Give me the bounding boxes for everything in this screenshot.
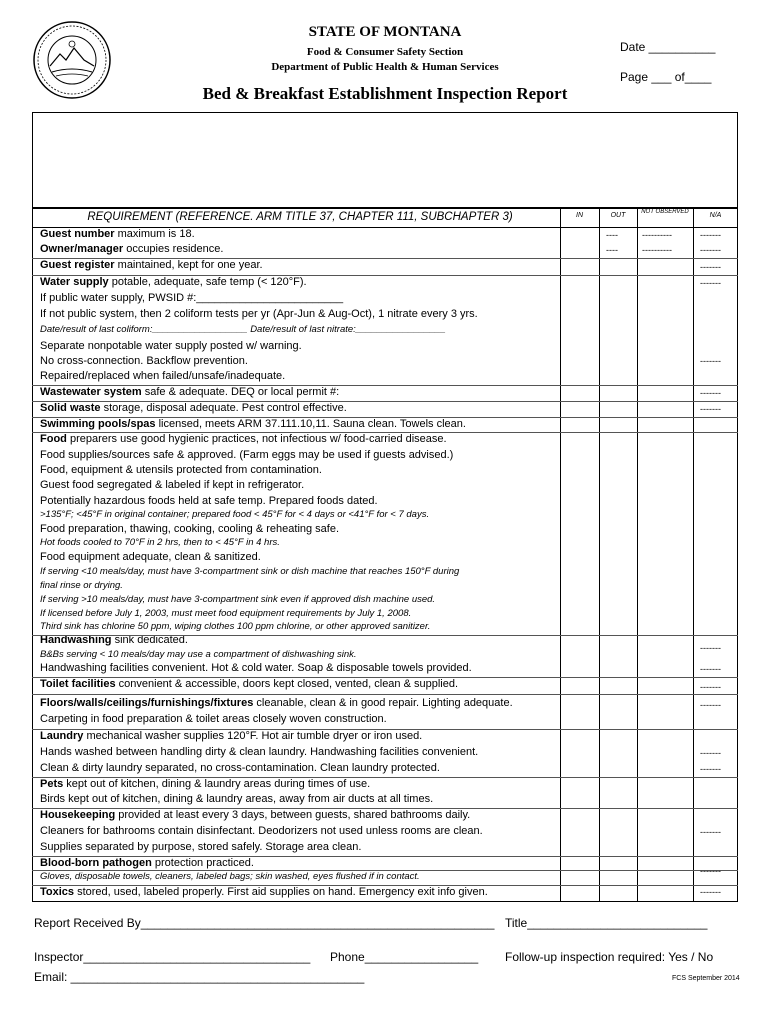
requirement-text: final rinse or drying. xyxy=(40,580,123,591)
requirement-line xyxy=(40,494,378,508)
na-mark: ------- xyxy=(700,827,721,837)
requirement-line xyxy=(40,463,322,477)
requirement-keyword: Solid waste xyxy=(40,402,101,414)
row-divider xyxy=(32,635,738,636)
requirement-text: Hot foods cooled to 70°F in 2 hrs, then to < 45°F in 4 hrs. xyxy=(40,537,280,548)
requirement-line xyxy=(40,291,343,305)
requirement-keyword: Toxics xyxy=(40,886,75,898)
requirement-text: Third sink has chlorine 50 ppm, wiping clothes 100 ppm chlorine, or other approved sanitizer. xyxy=(40,621,431,632)
requirement-header: REQUIREMENT (REFERENCE. ARM TITLE 37, CHAPTER 111, SUBCHAPTER 3) xyxy=(87,211,513,223)
requirement-line xyxy=(40,307,478,321)
requirement-line xyxy=(40,677,458,691)
requirement-line xyxy=(40,275,307,289)
date-field[interactable]: Date __________ xyxy=(620,40,716,54)
row-divider xyxy=(32,694,738,695)
requirement-text: Food, equipment & utensils protected from contamination. xyxy=(40,464,322,476)
row-divider xyxy=(32,856,738,857)
title-field[interactable]: Title___________________________ xyxy=(505,916,708,930)
col-divider-not-observed xyxy=(637,208,638,902)
not-observed-mark: ---------- xyxy=(642,230,672,240)
requirement-text: licensed, meets ARM 37.111.10,11. Sauna clean. Towels clean. xyxy=(155,418,466,430)
requirement-line xyxy=(40,417,466,431)
report-title: Bed & Breakfast Establishment Inspection Report xyxy=(202,84,568,103)
row-divider xyxy=(32,677,738,678)
na-mark: ------- xyxy=(700,664,721,674)
requirement-text: provided at least every 3 days, between guests, shared bathrooms daily. xyxy=(115,809,471,821)
requirement-line xyxy=(40,620,430,634)
state-title: STATE OF MONTANA xyxy=(308,24,462,40)
row-divider xyxy=(32,417,738,418)
na-mark: ------- xyxy=(700,700,721,710)
requirement-keyword: Housekeeping xyxy=(40,809,116,821)
na-mark: ------- xyxy=(700,388,721,398)
requirement-line xyxy=(40,824,483,838)
requirement-line xyxy=(40,522,339,536)
requirement-keyword: Food xyxy=(40,433,67,445)
requirement-keyword: Pets xyxy=(40,778,64,790)
requirement-text: safe & adequate. DEQ or local permit #: xyxy=(141,386,340,398)
requirement-line xyxy=(40,550,261,564)
requirement-text: Cleaners for bathrooms contain disinfectant. Deodorizers not used unless rooms are clean. xyxy=(40,825,483,837)
requirement-text: Gloves, disposable towels, cleaners, labeled bags; skin washed, eyes flushed if in contact. xyxy=(40,871,420,882)
na-mark: ------- xyxy=(700,278,721,288)
requirement-keyword: Blood-born pathogen xyxy=(40,857,152,869)
row-divider xyxy=(32,258,738,259)
row-divider xyxy=(32,729,738,730)
na-mark: ------- xyxy=(700,230,721,240)
requirement-text: If serving <10 meals/day, must have 3-compartment sink or dish machine that reaches 150°F during xyxy=(40,566,460,577)
requirement-line xyxy=(40,648,357,662)
requirement-line xyxy=(40,478,304,492)
requirement-text: sink dedicated. xyxy=(111,634,188,646)
row-divider xyxy=(32,275,738,276)
requirement-line xyxy=(40,354,248,368)
row-divider xyxy=(32,885,738,886)
requirement-text: Food supplies/sources safe & approved. (Farm eggs may be used if guests advised.) xyxy=(40,449,454,461)
out-mark: ---- xyxy=(606,230,618,240)
requirement-text: If not public system, then 2 coliform tests per yr (Apr-Jun & Aug-Oct), 1 nitrate every 3 yrs. xyxy=(40,308,478,320)
requirement-text: Food preparation, thawing, cooking, cooling & reheating safe. xyxy=(40,523,340,535)
requirement-text: Separate nonpotable water supply posted w/ warning. xyxy=(40,340,302,352)
na-mark: ------- xyxy=(700,866,721,876)
requirement-line xyxy=(40,242,223,256)
email-field[interactable]: Email: ____________________________________________ xyxy=(34,970,365,984)
requirement-text: protection practiced. xyxy=(151,857,254,869)
requirement-text: cleanable, clean & in good repair. Lighting adequate. xyxy=(253,697,513,709)
requirement-line xyxy=(40,227,195,241)
section-name: Food & Consumer Safety Section xyxy=(306,46,464,58)
requirement-text: If serving >10 meals/day, must have 3-compartment sink even if approved dish machine used. xyxy=(40,594,436,605)
na-mark: ------- xyxy=(700,356,721,366)
requirement-keyword: Wastewater system xyxy=(40,386,142,398)
row-divider xyxy=(32,808,738,809)
row-divider xyxy=(32,777,738,778)
col-not-observed-header: NOT OBSERVED xyxy=(641,209,689,215)
requirement-line xyxy=(40,432,447,446)
requirement-text: stored, used, labeled properly. First aid supplies on hand. Emergency exit info given. xyxy=(74,886,488,898)
requirement-text: Handwashing facilities convenient. Hot & cold water. Soap & disposable towels provided. xyxy=(40,662,472,674)
requirement-line xyxy=(40,508,429,522)
na-mark: ------- xyxy=(700,262,721,272)
requirement-text: convenient & accessible, doors kept closed, vented, clean & supplied. xyxy=(115,678,459,690)
requirement-line xyxy=(40,661,472,675)
requirement-text: Food equipment adequate, clean & sanitized. xyxy=(40,551,261,563)
requirement-text: >135°F; <45°F in original container; prepared food < 45°F for < 4 days or <41°F for < 7 days. xyxy=(40,509,430,520)
requirement-line xyxy=(40,401,347,415)
requirement-line xyxy=(40,258,263,272)
requirement-text: Hands washed between handling dirty & clean laundry. Handwashing facilities convenient. xyxy=(40,746,479,758)
requirement-text: maximum is 18. xyxy=(114,228,195,240)
requirement-text: storage, disposal adequate. Pest control effective. xyxy=(100,402,347,414)
requirement-keyword: Swimming pools/spas xyxy=(40,418,156,430)
requirement-text: preparers use good hygienic practices, not infectious w/ food-carried disease. xyxy=(66,433,447,445)
requirement-text: B&Bs serving < 10 meals/day may use a compartment of dishwashing sink. xyxy=(40,649,357,660)
requirement-text: Clean & dirty laundry separated, no cross-contamination. Clean laundry protected. xyxy=(40,762,440,774)
requirement-line xyxy=(40,885,488,899)
requirement-line xyxy=(40,729,422,743)
requirement-line xyxy=(40,607,411,621)
requirement-keyword: Floors/walls/ceilings/furnishings/fixtures xyxy=(40,697,254,709)
na-mark: ------- xyxy=(700,643,721,653)
requirement-text: Potentially hazardous foods held at safe temp. Prepared foods dated. xyxy=(40,495,378,507)
requirement-text: maintained, kept for one year. xyxy=(114,259,263,271)
requirement-text: Repaired/replaced when failed/unsafe/inadequate. xyxy=(40,370,286,382)
row-divider xyxy=(32,432,738,433)
page-field[interactable]: Page ___ of____ xyxy=(620,70,712,84)
requirement-keyword: Laundry xyxy=(40,730,84,742)
requirement-text: mechanical washer supplies 120°F. Hot air tumble dryer or iron used. xyxy=(83,730,423,742)
requirement-text: potable, adequate, safe temp (< 120°F). xyxy=(108,276,307,288)
requirement-text: kept out of kitchen, dining & laundry areas during times of use. xyxy=(63,778,371,790)
requirement-keyword: Toilet facilities xyxy=(40,678,116,690)
requirement-line xyxy=(40,777,370,791)
requirement-keyword: Guest register xyxy=(40,259,115,271)
not-observed-mark: ---------- xyxy=(642,245,672,255)
requirement-text: No cross-connection. Backflow prevention. xyxy=(40,355,248,367)
requirement-text: occupies residence. xyxy=(123,243,224,255)
requirement-line xyxy=(40,808,470,822)
requirement-text: Supplies separated by purpose, stored safely. Storage area clean. xyxy=(40,841,362,853)
requirement-keyword: Water supply xyxy=(40,276,109,288)
inspector-field[interactable]: Inspector__________________________________ xyxy=(34,950,311,964)
requirement-line xyxy=(40,856,254,870)
requirement-text: If public water supply, PWSID #:________________________ xyxy=(40,292,344,304)
form-id: FCS September 2014 xyxy=(672,975,740,982)
requirement-line xyxy=(40,448,453,462)
requirement-text: Date/result of last coliform:__________________ Date/result of last nitrate:_________________ xyxy=(40,324,446,335)
col-out-header: OUT xyxy=(610,212,626,219)
row-divider xyxy=(32,385,738,386)
na-mark: ------- xyxy=(700,887,721,897)
out-mark: ---- xyxy=(606,245,618,255)
col-divider-na xyxy=(693,208,694,902)
requirement-text: If licensed before July 1, 2003, must meet food equipment requirements by July 1, 2008. xyxy=(40,608,412,619)
na-mark: ------- xyxy=(700,682,721,692)
requirement-line xyxy=(40,745,478,759)
requirement-line xyxy=(40,369,285,383)
requirement-line xyxy=(40,579,123,593)
row-divider xyxy=(32,401,738,402)
na-mark: ------- xyxy=(700,748,721,758)
requirement-line xyxy=(40,536,280,550)
na-mark: ------- xyxy=(700,764,721,774)
requirement-keyword: Guest number xyxy=(40,228,115,240)
requirement-line xyxy=(40,565,459,579)
department-name: Department of Public Health & Human Services xyxy=(271,61,499,73)
col-na-header: N/A xyxy=(709,212,722,219)
facility-info-box xyxy=(32,112,738,208)
requirement-keyword: Handwashing xyxy=(40,634,112,646)
requirement-line xyxy=(40,761,440,775)
na-mark: ------- xyxy=(700,404,721,414)
col-in-header: IN xyxy=(576,212,583,219)
col-divider-in xyxy=(560,208,561,902)
na-mark: ------- xyxy=(700,245,721,255)
requirement-line xyxy=(40,323,446,337)
requirement-line xyxy=(40,840,361,854)
requirement-line xyxy=(40,792,433,806)
requirement-line xyxy=(40,339,302,353)
requirement-line xyxy=(40,593,435,607)
report-received-field[interactable]: Report Received By_____________________________________________________ xyxy=(34,916,495,930)
requirement-keyword: Owner/manager xyxy=(40,243,124,255)
requirement-text: Guest food segregated & labeled if kept in refrigerator. xyxy=(40,479,305,491)
follow-up-required[interactable]: Follow-up inspection required: Yes / No xyxy=(505,950,714,964)
requirement-line xyxy=(40,712,387,726)
requirement-text: Carpeting in food preparation & toilet areas closely woven construction. xyxy=(40,713,387,725)
requirement-line xyxy=(40,385,339,399)
row-divider xyxy=(32,870,738,871)
requirement-line xyxy=(40,696,513,710)
requirement-line xyxy=(40,870,420,884)
col-divider-out xyxy=(599,208,600,902)
requirement-text: Birds kept out of kitchen, dining & laundry areas, away from air ducts at all times. xyxy=(40,793,434,805)
inspector-phone-field[interactable]: Phone_________________ xyxy=(330,950,479,964)
